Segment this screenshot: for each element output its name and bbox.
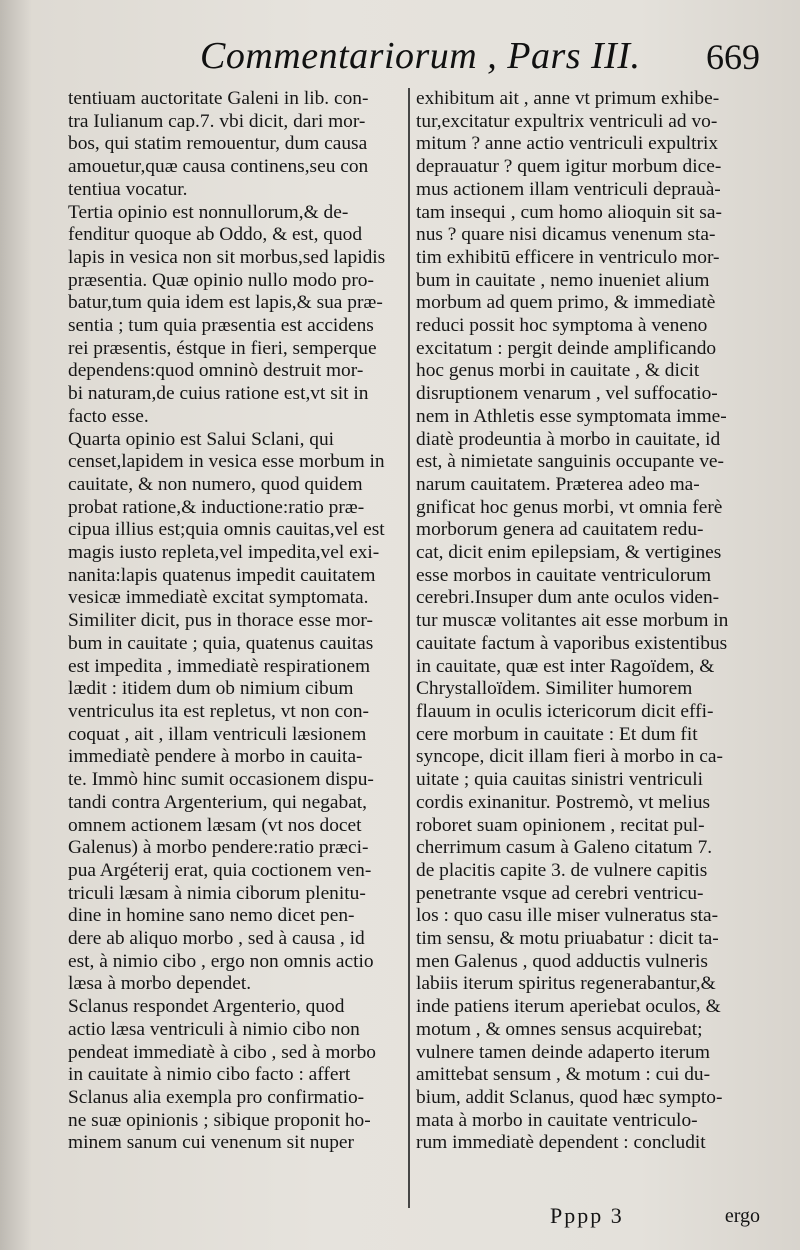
text-line: Sclanus alia exempla pro confirmatio-	[68, 1086, 365, 1108]
text-line: bi naturam,de cuius ratione est,vt sit in	[68, 383, 369, 405]
text-line: labiis iterum spiritus regenerabantur,&	[416, 973, 716, 995]
text-line: exhibitum ait , anne vt primum exhibe-	[416, 88, 720, 109]
text-line: pendeat immediatè à cibo , sed à morbo	[68, 1041, 376, 1063]
signature-mark: Pppp 3	[550, 1203, 624, 1228]
text-line: fenditur quoque ab Oddo, & est, quod	[68, 224, 363, 246]
text-line: vulnere tamen deinde adaperto iterum	[416, 1041, 710, 1063]
text-line: tam insequi , cum homo alioquin sit sa-	[416, 201, 722, 223]
column-divider	[408, 88, 410, 1208]
text-line: mata à morbo in cauitate ventriculo-	[416, 1109, 698, 1131]
text-line: syncope, dicit illam fieri à morbo in ca-	[416, 746, 723, 768]
text-line: men Galenus , quod adductis vulneris	[416, 950, 708, 972]
text-line: reduci possit hoc symptoma à veneno	[416, 315, 708, 337]
text-line: te. Immò hinc sumit occasionem dispu-	[68, 769, 374, 791]
text-line: vesicæ immediatè excitat symptomata.	[68, 587, 369, 609]
text-line: nus ? quare nisi dicamus venenum sta-	[416, 224, 716, 246]
text-line: tur muscæ volitantes ait esse morbum in	[416, 610, 729, 632]
text-line: lapis in vesica non sit morbus,sed lapidis	[68, 246, 386, 268]
text-line: tentiuam auctoritate Galeni in lib. con-	[68, 88, 369, 109]
text-line: bos, qui statim remouentur, dum causa	[68, 133, 368, 155]
running-title: Commentariorum , Pars III.	[200, 35, 641, 77]
text-line: disruptionem venarum , vel suffocatio-	[416, 383, 718, 405]
text-line: excitatum : pergit deinde amplificando	[416, 337, 717, 359]
text-line: in cauitate, quæ est inter Ragoïdem, &	[416, 655, 715, 677]
page-header	[190, 34, 760, 84]
text-line: magis iusto repleta,vel impedita,vel exi-	[68, 542, 380, 564]
text-line: cauitate, & non numero, quod quidem	[68, 473, 363, 495]
catchword: ergo	[724, 1205, 760, 1227]
text-line: censet,lapidem in vesica esse morbum in	[68, 451, 385, 473]
text-line: mitum ? anne actio ventriculi expultrix	[416, 133, 719, 155]
text-line: dere ab aliquo morbo , sed à causa , id	[68, 928, 365, 950]
text-line: tur,excitatur expultrix ventriculi ad vo-	[416, 110, 718, 132]
text-line: amittebat sensum , & motum : cui du-	[416, 1064, 711, 1086]
text-line: bum in cauitate ; quia, quatenus cauitas	[68, 632, 374, 654]
text-line: dependens:quod omninò destruit mor-	[68, 360, 364, 382]
page-footer	[60, 1203, 760, 1233]
text-line: pua Argéterij erat, quia coctionem ven-	[68, 859, 372, 881]
text-line: tim sensu, & motu priuabatur : dicit ta-	[416, 928, 719, 950]
text-line: tim exhibitū efficere in ventriculo mor-	[416, 246, 720, 268]
text-line: roboret suam opinionem , recitat pul-	[416, 814, 705, 836]
text-line: bum in cauitate , nemo inueniet alium	[416, 269, 710, 291]
text-line: morbum ad quem primo, & immediatè	[416, 292, 716, 314]
text-line: dine in homine sano nemo dicet pen-	[68, 905, 355, 927]
text-line: Quarta opinio est Salui Sclani, qui	[68, 428, 335, 450]
right-column	[416, 88, 761, 1155]
text-line: cere morbum in cauitate : Et dum fit	[416, 723, 698, 745]
page-number: 669	[706, 37, 760, 77]
text-line: deprauatur ? quem igitur morbum dice-	[416, 156, 722, 178]
text-line: lædit : itidem dum ob nimium cibum	[68, 678, 354, 700]
text-line: ne suæ opinionis ; sibique proponit ho-	[68, 1109, 371, 1131]
text-line: cerebri.Insuper dum ante oculos viden-	[416, 587, 720, 609]
text-line: diatè prodeuntia à morbo in cauitate, id	[416, 428, 721, 450]
text-line: actio læsa ventriculi à nimio cibo non	[68, 1018, 360, 1040]
text-line: los : quo casu ille miser vulneratus sta-	[416, 905, 719, 927]
text-line: sentia ; tum quia præsentia est accidens	[68, 315, 374, 337]
text-line: Tertia opinio est nonnullorum,& de-	[68, 201, 349, 223]
text-line: Sclanus respondet Argenterio, quod	[68, 996, 345, 1018]
text-line: in cauitate à nimio cibo facto : affert	[68, 1064, 351, 1086]
text-line: gnificat hoc genus morbi, vt omnia ferè	[416, 496, 723, 518]
text-columns	[60, 88, 760, 1218]
text-line: Galenus) à morbo pendere:ratio præci-	[68, 837, 369, 859]
text-line: de placitis capite 3. de vulnere capitis	[416, 859, 708, 881]
text-line: inde patiens iterum aperiebat oculos, &	[416, 996, 721, 1018]
text-line: rum immediatè dependent : concludit	[416, 1132, 706, 1154]
text-line: triculi læsam à nimia ciborum plenitu-	[68, 882, 366, 904]
text-line: ventriculus ita est repletus, vt non con-	[68, 700, 370, 722]
text-line: cordis exinanitur. Postremò, vt melius	[416, 791, 711, 813]
text-line: narum cauitatem. Præterea adeo ma-	[416, 473, 700, 495]
text-line: est, à nimio cibo , ergo non omnis actio	[68, 950, 374, 972]
text-line: batur,tum quia idem est lapis,& sua præ-	[68, 292, 383, 314]
text-line: tra Iulianum cap.7. vbi dicit, dari mor-	[68, 110, 366, 132]
text-line: motum , & omnes sensus acquirebat;	[416, 1018, 703, 1040]
text-line: rei præsentis, éstque in fieri, semperque	[68, 337, 377, 359]
text-line: esse morbos in cauitate ventriculorum	[416, 564, 712, 586]
text-line: cipua illius est;quia omnis cauitas,vel est	[68, 519, 385, 541]
text-line: est, à nimietate sanguinis occupante ve-	[416, 451, 724, 473]
text-line: probat ratione,& inductione:ratio præ-	[68, 496, 365, 518]
text-line: immediatè pendere à morbo in cauita-	[68, 746, 363, 768]
text-line: amouetur,quæ causa continens,seu con	[68, 156, 369, 178]
text-line: cat, dicit enim epilepsiam, & vertigines	[416, 542, 722, 564]
text-line: flauum in oculis ictericorum dicit effi-	[416, 700, 714, 722]
text-line: Similiter dicit, pus in thorace esse mor-	[68, 610, 373, 632]
text-line: cherrimum casum à Galeno citatum 7.	[416, 837, 713, 859]
text-line: tandi contra Argenterium, qui negabat,	[68, 791, 368, 813]
text-line: coquat , ait , illam ventriculi læsionem	[68, 723, 367, 745]
text-line: hoc genus morbi in cauitate , & dicit	[416, 360, 700, 382]
text-line: nanita:lapis quatenus impedit cauitatem	[68, 564, 376, 586]
text-line: læsa à morbo dependet.	[68, 973, 252, 995]
text-line: uitate ; quia cauitas sinistri ventriculi	[416, 769, 704, 791]
text-line: est impedita , immediatè respirationem	[68, 655, 371, 677]
text-line: morborum genera ad cauitatem redu-	[416, 519, 704, 541]
text-line: tentiua vocatur.	[68, 178, 188, 200]
text-line: Chrystalloïdem. Similiter humorem	[416, 678, 693, 700]
text-line: præsentia. Quæ opinio nullo modo pro-	[68, 269, 374, 291]
text-line: bium, addit Sclanus, quod hæc sympto-	[416, 1086, 723, 1108]
text-line: mus actionem illam ventriculi deprauà-	[416, 178, 721, 200]
left-column	[68, 88, 403, 1155]
text-line: cauitate factum à vaporibus existentibus	[416, 632, 728, 654]
text-line: penetrante vsque ad cerebri ventricu-	[416, 882, 704, 904]
text-line: omnem actionem læsam (vt nos docet	[68, 814, 362, 836]
text-line: nem in Athletis esse symptomata imme-	[416, 405, 727, 427]
text-line: facto esse.	[68, 405, 149, 427]
text-line: minem sanum cui venenum sit nuper	[68, 1132, 354, 1154]
